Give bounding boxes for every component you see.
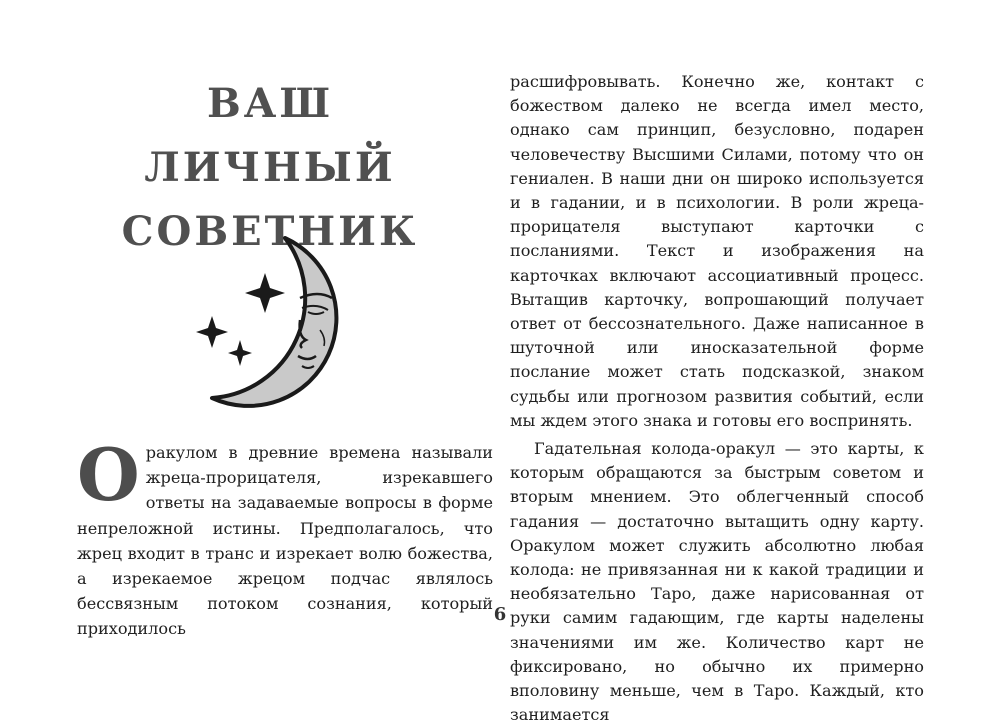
right-column-text xyxy=(510,70,924,727)
drop-cap: О xyxy=(77,432,140,517)
chapter-title-line-1: ВАШ ЛИЧНЫЙ xyxy=(144,80,396,191)
star-icon xyxy=(245,273,285,313)
crescent-moon-illustration xyxy=(190,228,380,418)
left-paragraph: ракулом в древние времена называли жреца-прорицателя, изрекавшего ответы на задаваемые вопросы в форме непреложной истины. Предполагалось, что жрец входит в транс и изрекает волю божества, а изрекаемое жрецом подчас являлось бессвязным потоком сознания, который приходилось xyxy=(77,443,493,639)
left-column-text xyxy=(77,432,493,642)
star-icon xyxy=(196,316,228,348)
right-paragraph-1: расшифровывать. Конечно же, контакт с божеством далеко не всегда имел место, однако сам принцип, безусловно, подарен человечеству Высшими Силами, потому что он гениален. В наши дни он широко используется и в гадании, и в психологии. В роли жреца-прорицателя выступают карточки с посланиями. Текст и изображения на карточках включают ассоциативный процесс. Вытащив карточку, вопрошающий получает ответ от бессознательного. Даже написанное в шуточной или иносказательной форме послание может стать подсказкой, знаком судьбы или прогнозом развития событий, если мы ждем этого знака и готовы его воспринять. xyxy=(510,72,924,430)
right-paragraph-2: Гадательная колода-оракул — это карты, к которым обращаются за быстрым советом и вторым мнением. Это облегченный способ гадания — достаточно вытащить одну карту. Оракулом может служить абсолютно любая колода: не привязанная ни к какой традиции и необязательно Таро, даже нарисованная от руки самим гадающим, где карты наделены значениями им же. Количество карт не фиксировано, но обычно их примерно вполовину меньше, чем в Таро. Каждый, кто занимается xyxy=(510,439,924,725)
page-number: 6 xyxy=(493,604,507,625)
star-icon xyxy=(228,340,252,366)
moon-icon xyxy=(212,238,336,406)
chapter-title-line-2: СОВЕТНИК xyxy=(121,208,419,255)
